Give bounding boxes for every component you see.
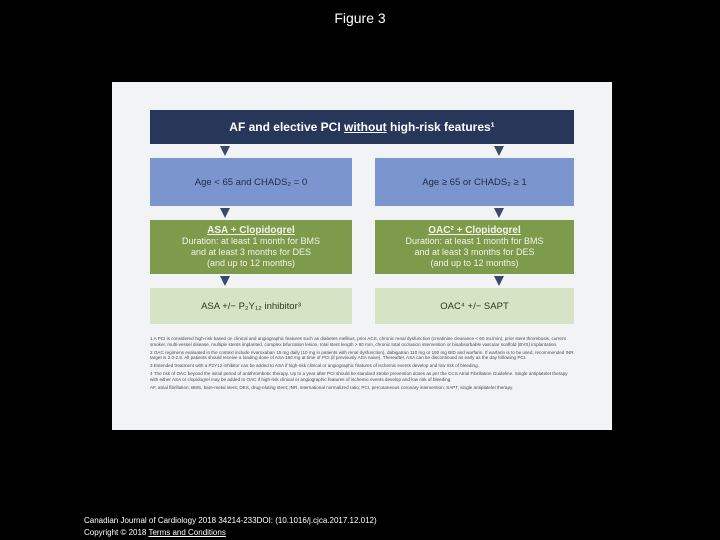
terms-link[interactable]: Terms and Conditions [148, 528, 226, 537]
left-regimen-line: Duration: at least 1 month for BMS [181, 236, 321, 246]
footnote: 1 A PCI is considered high-risk based on clinical and angiographic features such as diabetes mellitus, prior ACS, chronic renal dysfunction (creatinine clearance < 60 mL/min), prior stent thrombosis, current smoker, multi-vessel disease, multiple stents implanted, complex bifurcation lesion, total stent length > 60 mm, chronic total occlusion intervention or bioabsorbable vascular scaffold (BVS) implantation. [150, 336, 566, 347]
right-criteria-box [375, 158, 574, 206]
right-followup-box [375, 288, 574, 324]
figure-title: Figure 3 [334, 10, 386, 26]
left-criteria-box [150, 158, 352, 206]
right-regimen-title: OAC² + Clopidogrel [428, 225, 521, 236]
copyright: Copyright © 2018 [84, 528, 147, 537]
arrow-down-icon [494, 146, 504, 156]
copyright-line [84, 528, 226, 537]
header-suffix: high-risk features¹ [386, 120, 495, 134]
arrow-down-icon [494, 276, 504, 286]
left-criteria: Age < 65 and CHADS₂ = 0 [194, 176, 308, 188]
figure-panel [112, 82, 612, 430]
right-criteria: Age ≥ 65 or CHADS₂ ≥ 1 [422, 176, 527, 188]
diagram-header [150, 110, 574, 144]
right-regimen-line: and at least 3 months for DES [414, 247, 535, 257]
footnote: 2 OAC regimens evaluated in the context include rivaroxaban 15 mg daily (10 mg in patients with renal dysfunction), dabigatran 110 mg or 150 mg BID and warfarin. If warfarin is to be used, recommended INR target is 2.0-2.5. All patients should receive a loading dose of ASA 160 mg at time of PCI (if previously ASA naive). Thereafter, ASA can be discontinued as early as the day following PCI. [150, 349, 574, 361]
header-emphasis: without [344, 120, 387, 134]
right-regimen-line: Duration: at least 1 month for BMS [405, 236, 544, 246]
left-regimen-line: and at least 3 months for DES [190, 247, 312, 257]
left-regimen-box [150, 220, 352, 274]
citation: Canadian Journal of Cardiology 2018 34214-233DOI: (10.1016/j.cjca.2017.12.012) [84, 516, 377, 525]
arrow-down-icon [220, 208, 230, 218]
arrow-down-icon [494, 208, 504, 218]
footnotes [150, 336, 574, 392]
arrow-down-icon [220, 276, 230, 286]
right-regimen-box [375, 220, 574, 274]
header-prefix: AF and elective PCI [229, 120, 344, 134]
right-followup: OAC⁴ +/− SAPT [440, 300, 509, 312]
left-regimen-line: (and up to 12 months) [206, 258, 296, 268]
footnote: 4 The risk of OAC beyond the initial period of antithrombotic therapy. Up to a year after PCI should be standard stroke prevention doses as per the CCS Atrial Fibrillation Guideline. Single antiplatelet therapy with either ASA or clopidogrel may be added to OAC if high-risk clinical or angiographic features of ischemic events develop and low risk of bleeding. [150, 370, 568, 382]
left-followup: ASA +/− P₂Y₁₂ inhibitor³ [201, 300, 301, 312]
footnote: 3 Extended treatment with a P2Y12 inhibitor can be added to ASA if high-risk clinical or angiographic features of ischemic events develop and low risk of bleeding. [150, 363, 479, 369]
left-regimen-title: ASA + Clopidogrel [207, 225, 295, 236]
left-followup-box [150, 288, 352, 324]
abbreviations: AF, atrial fibrillation; BMS, bare-metal stent; DES, drug-eluting stent; INR, international normalized ratio; PCI, percutaneous coronary intervention; SAPT, single antiplatelet therapy. [150, 384, 514, 390]
arrow-down-icon [220, 146, 230, 156]
right-regimen-line: (and up to 12 months) [430, 258, 519, 268]
header-text [229, 120, 494, 134]
